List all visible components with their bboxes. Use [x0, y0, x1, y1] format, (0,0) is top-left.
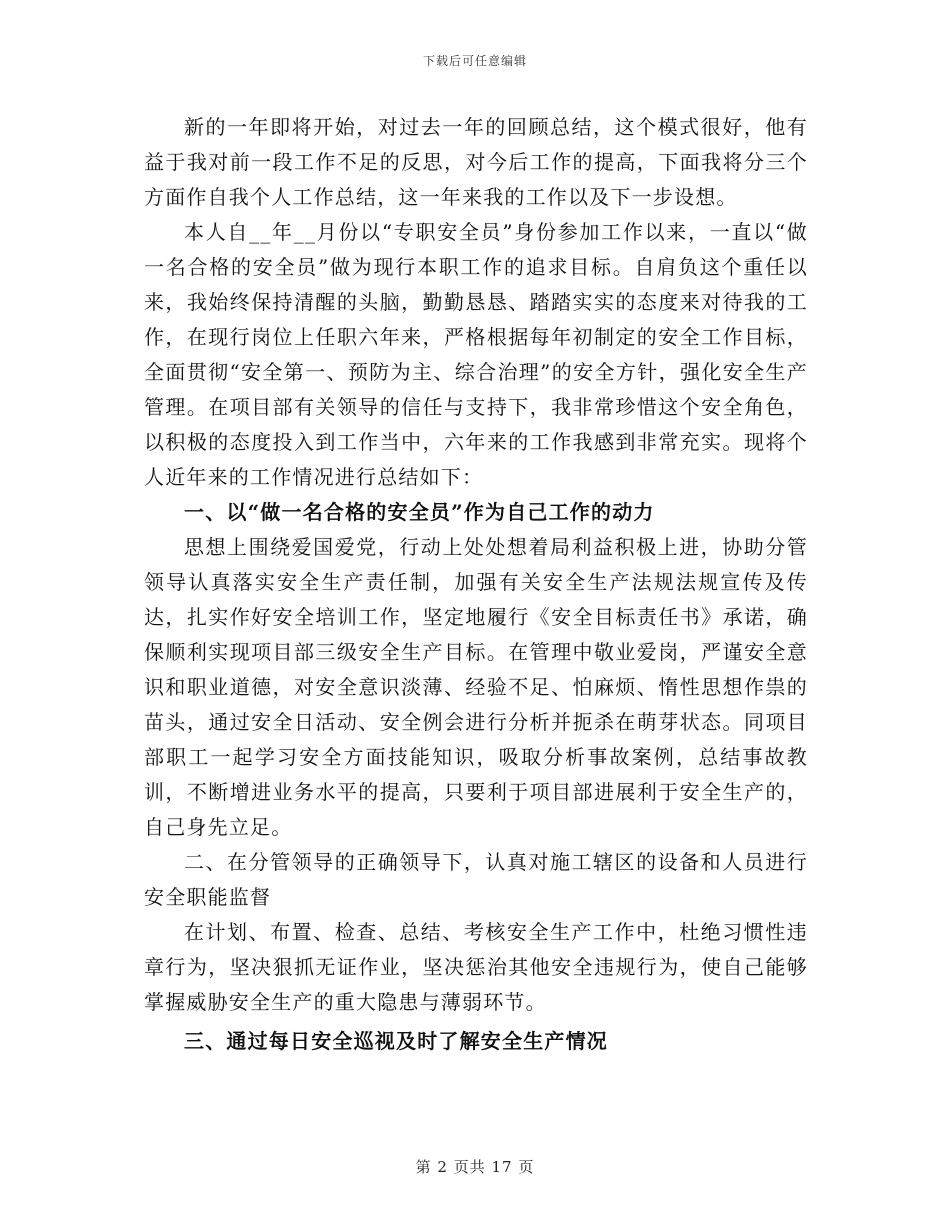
paragraph-section-1: 思想上围绕爱国爱党，行动上处处想着局利益积极上进，协助分管领导认真落实安全生产责任制，加强有关安全生产法规法规宣传及传达，扎实作好安全培训工作，坚定地履行《安全目标责任书》承诺，确保顺利实现项目部三级安全生产目标。在管理中敬业爱岗，严谨安全意识和职业道德，对安全意识淡薄、经验不足、怕麻烦、惰性思想作祟的苗头，通过安全日活动、安全例会进行分析并扼杀在萌芽状态。同项目部职工一起学习安全方面技能知识，吸取分析事故案例，总结事故教训，不断增进业务水平的提高，只要利于项目部进展利于安全生产的，自己身先立足。 [144, 535, 808, 839]
section-heading-2: 二、在分管领导的正确领导下，认真对施工辖区的设备和人员进行安全职能监督 [144, 850, 808, 909]
header-note: 下载后可任意编辑 [422, 54, 527, 68]
paragraph-background: 本人自__年__月份以“专职安全员”身份参加工作以来，一直以“做一名合格的安全员”做为现行本职工作的追求目标。自肩负这个重任以来，我始终保持清醒的头脑，勤勤恳恳、踏踏实实的态度来对待我的工作，在现行岗位上任职六年来，严格根据每年初制定的安全工作目标，全面贯彻“安全第一、预防为主、综合治理”的安全方针，强化安全生产管理。在项目部有关领导的信任与支持下，我非常珍惜这个安全角色，以积极的态度投入到工作当中，六年来的工作我感到非常充实。现将个人近年来的工作情况进行总结如下： [144, 220, 808, 489]
section-heading-1: 一、以“做一名合格的安全员”作为自己工作的动力 [184, 500, 655, 524]
paragraph-intro: 新的一年即将开始，对过去一年的回顾总结，这个模式很好，他有益于我对前一段工作不足的反思，对今后工作的提高，下面我将分三个方面作自我个人工作总结，这一年来我的工作以及下一步设想。 [144, 115, 808, 209]
section-heading-3: 三、通过每日安全巡视及时了解安全生产情况 [184, 1029, 608, 1053]
paragraph-section-2: 在计划、布置、检查、总结、考核安全生产工作中，杜绝习惯性违章行为，坚决狠抓无证作业，坚决惩治其他安全违规行为，使自己能够掌握威胁安全生产的重大隐患与薄弱环节。 [144, 920, 808, 1014]
page-number: 第 2 页共 17 页 [415, 1158, 535, 1176]
document-body [144, 110, 808, 1059]
